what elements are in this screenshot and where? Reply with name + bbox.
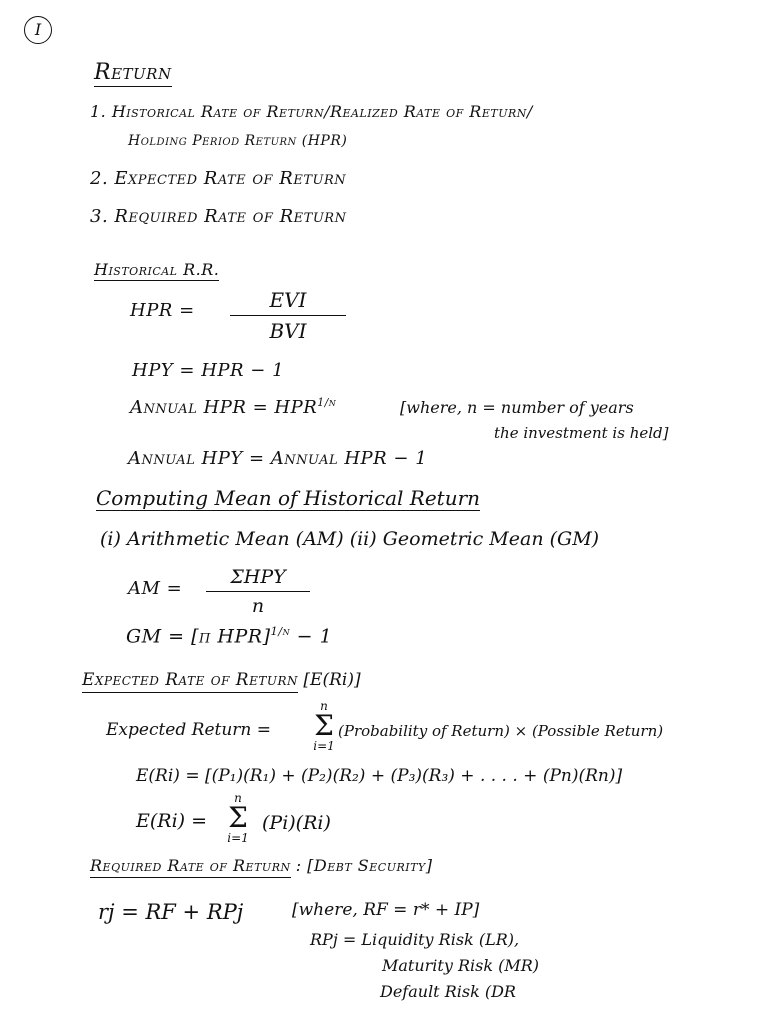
mean-types: (i) Arithmetic Mean (AM) (ii) Geometric Mean (GM)	[100, 528, 600, 550]
summation-1	[312, 700, 336, 752]
required-heading: Required Rate of Return	[90, 856, 291, 878]
expected-return-rhs: (Probability of Return) × (Possible Return)	[338, 722, 664, 740]
rj-formula: rj = RF + RPj	[98, 900, 244, 924]
expected-heading: Expected Rate of Return	[82, 670, 298, 693]
risk-premium-line-3: Default Risk (DR	[380, 982, 516, 1001]
risk-premium-line-1: RPj = Liquidity Risk (LR),	[310, 930, 520, 949]
gm-lhs: GM = [π HPR]	[126, 625, 271, 648]
expected-heading-row	[82, 672, 361, 689]
hpr-denominator: BVI	[269, 319, 307, 343]
gm-formula	[126, 626, 332, 646]
expected-return-lhs: Expected Return =	[106, 720, 272, 740]
annual-hpr-note: [where, n = number of years	[400, 398, 634, 417]
required-heading-tag: : [Debt Security]	[295, 856, 433, 875]
hpy-formula: HPY = HPR − 1	[132, 360, 285, 381]
am-numerator: ΣHPY	[206, 566, 310, 592]
return-type-1-cont: Holding Period Return (HPR)	[128, 133, 348, 149]
return-type-1: 1. Historical Rate of Return/Realized Rate of Return/	[90, 102, 533, 121]
annual-hpr-formula	[130, 398, 336, 417]
annual-hpr-lhs: Annual HPR = HPR	[130, 397, 318, 418]
gm-exponent: 1/n	[270, 624, 291, 638]
expected-heading-tag: [E(Ri)]	[303, 670, 361, 690]
hpr-lhs: HPR =	[130, 300, 195, 321]
am-lhs: AM =	[128, 578, 183, 599]
page-number: I	[24, 16, 52, 44]
historical-heading: Historical R.R.	[94, 260, 220, 279]
gm-tail: − 1	[296, 625, 333, 648]
am-fraction	[206, 566, 310, 617]
eri-rhs: (Pi)(Ri)	[262, 812, 331, 834]
summation-1-upper: n	[320, 699, 328, 713]
rf-note: [where, RF = r* + IP]	[292, 900, 480, 920]
return-type-3: 3. Required Rate of Return	[90, 206, 347, 227]
summation-1-symbol: Σ	[314, 709, 334, 742]
hpr-fraction	[230, 288, 346, 343]
page-title: Return	[94, 60, 172, 85]
annual-hpr-note-cont: the investment is held]	[494, 424, 669, 442]
eri-expansion: E(Ri) = [(P₁)(R₁) + (P₂)(R₂) + (P₃)(R₃) + . . . . + (Pn)(Rn)]	[136, 766, 623, 786]
required-heading-row	[90, 858, 432, 874]
eri-lhs: E(Ri) =	[136, 810, 208, 832]
risk-premium-line-2: Maturity Risk (MR)	[382, 956, 540, 975]
summation-2-lower: i=1	[227, 831, 249, 845]
summation-2-symbol: Σ	[228, 801, 248, 834]
return-type-2: 2. Expected Rate of Return	[90, 168, 347, 189]
mean-heading: Computing Mean of Historical Return	[96, 486, 481, 510]
annual-hpy-formula: Annual HPY = Annual HPR − 1	[128, 448, 428, 469]
summation-1-lower: i=1	[313, 739, 335, 753]
summation-2	[226, 792, 250, 844]
annual-hpr-exponent: 1/n	[317, 396, 337, 409]
am-denominator: n	[251, 595, 265, 617]
hpr-numerator: EVI	[230, 288, 346, 316]
summation-2-upper: n	[234, 791, 242, 805]
